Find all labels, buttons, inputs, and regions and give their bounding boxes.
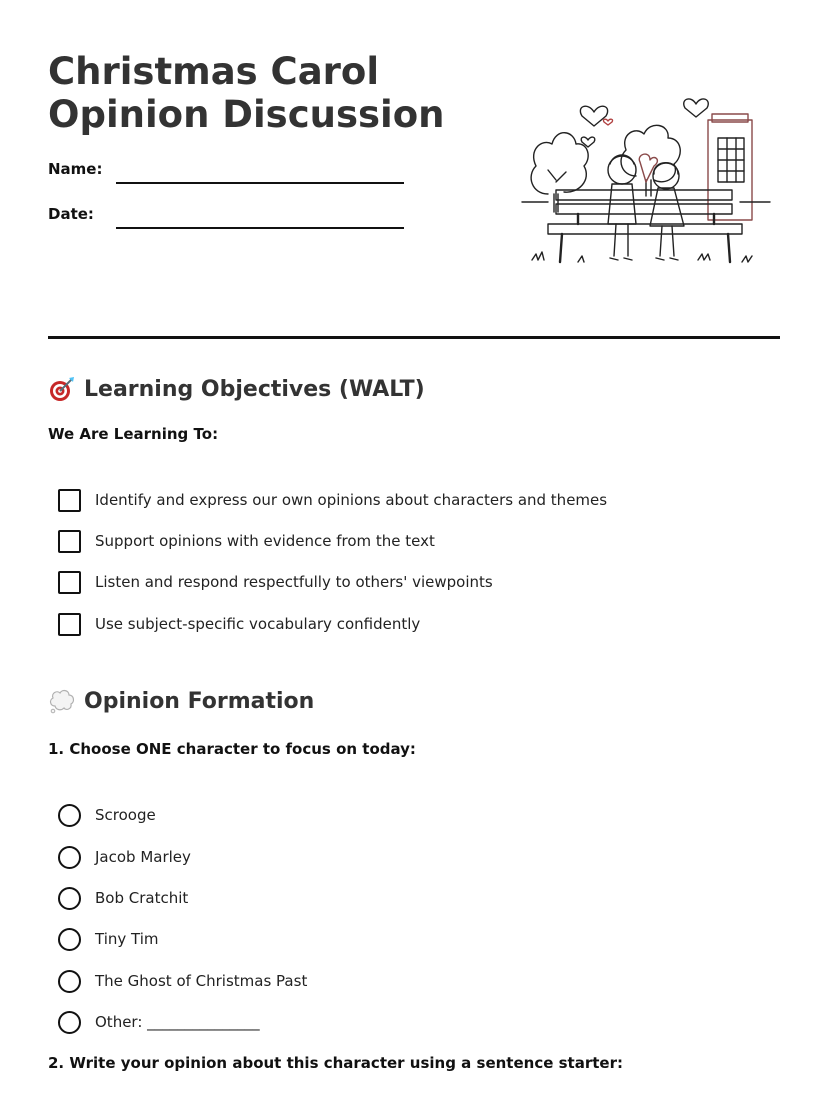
- name-line[interactable]: [116, 182, 404, 184]
- objective-label: Identify and express our own opinions about characters and themes: [95, 491, 608, 509]
- character-label: The Ghost of Christmas Past: [95, 972, 308, 990]
- character-radio[interactable]: [58, 804, 81, 827]
- opinion-heading-text: Opinion Formation: [84, 688, 315, 714]
- date-field[interactable]: [48, 205, 408, 235]
- question-2: 2. Write your opinion about this character using a sentence starter:: [48, 1054, 623, 1072]
- target-icon: [48, 375, 76, 403]
- character-radio[interactable]: [58, 887, 81, 910]
- objective-item[interactable]: [58, 570, 493, 594]
- objective-item[interactable]: [58, 612, 420, 636]
- objective-checkbox[interactable]: [58, 571, 81, 594]
- character-option[interactable]: [58, 927, 159, 951]
- character-label: Other: _______________: [95, 1013, 260, 1031]
- character-label: Bob Cratchit: [95, 889, 189, 907]
- character-option-other[interactable]: [58, 1010, 260, 1034]
- objective-label: Support opinions with evidence from the text: [95, 532, 435, 550]
- character-option[interactable]: [58, 969, 307, 993]
- character-radio[interactable]: [58, 928, 81, 951]
- objective-item[interactable]: [58, 488, 607, 512]
- objective-label: Listen and respond respectfully to others' viewpoints: [95, 573, 493, 591]
- objective-item[interactable]: [58, 529, 435, 553]
- objective-label: Use subject-specific vocabulary confidently: [95, 615, 421, 633]
- date-label: Date:: [48, 205, 94, 223]
- character-label: Tiny Tim: [95, 930, 159, 948]
- objective-checkbox[interactable]: [58, 489, 81, 512]
- objectives-heading: [48, 374, 425, 404]
- character-label: Jacob Marley: [95, 848, 191, 866]
- park-bench-illustration: [518, 84, 774, 270]
- objectives-subheading: We Are Learning To:: [48, 425, 219, 443]
- header-divider: [48, 336, 780, 339]
- opinion-heading: [48, 686, 314, 716]
- page-title: Christmas Carol Opinion Discussion: [48, 50, 445, 136]
- objectives-heading-text: Learning Objectives (WALT): [84, 376, 425, 402]
- objective-checkbox[interactable]: [58, 530, 81, 553]
- character-label: Scrooge: [95, 806, 156, 824]
- character-radio[interactable]: [58, 970, 81, 993]
- character-option[interactable]: [58, 803, 156, 827]
- question-1: 1. Choose ONE character to focus on today:: [48, 740, 416, 758]
- character-radio[interactable]: [58, 1011, 81, 1034]
- name-label: Name:: [48, 160, 103, 178]
- character-radio[interactable]: [58, 846, 81, 869]
- objective-checkbox[interactable]: [58, 613, 81, 636]
- character-option[interactable]: [58, 845, 191, 869]
- name-field[interactable]: [48, 160, 408, 190]
- character-option[interactable]: [58, 886, 188, 910]
- thought-bubble-icon: [48, 687, 76, 715]
- date-line[interactable]: [116, 227, 404, 229]
